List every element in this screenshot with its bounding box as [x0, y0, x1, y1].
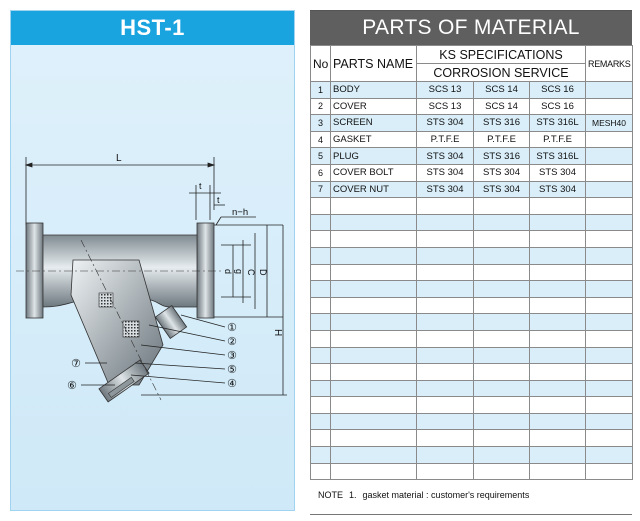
dim-t	[189, 185, 225, 220]
cell-spec-1	[417, 380, 474, 397]
cell-spec-3	[530, 447, 586, 464]
cell-spec-3: STS 304	[530, 181, 586, 198]
cell-remarks	[586, 364, 633, 381]
header-parts-name: PARTS NAME	[331, 46, 417, 82]
strainer-drawing	[11, 45, 296, 512]
cell-no	[311, 264, 331, 281]
cell-remarks	[586, 447, 633, 464]
cell-spec-3	[530, 380, 586, 397]
cell-no	[311, 214, 331, 231]
cell-no	[311, 347, 331, 364]
cell-remarks: MESH40	[586, 115, 633, 132]
cell-spec-1	[417, 247, 474, 264]
empty-row	[311, 198, 633, 215]
parts-title: PARTS OF MATERIAL	[310, 11, 632, 45]
cell-spec-3	[530, 463, 586, 480]
callout-2: ②	[227, 335, 237, 348]
cell-spec-1	[417, 314, 474, 331]
cell-remarks	[586, 247, 633, 264]
cell-no	[311, 463, 331, 480]
cell-spec-1	[417, 198, 474, 215]
cell-spec-2: STS 304	[474, 181, 530, 198]
cell-remarks	[586, 82, 633, 99]
cell-spec-2	[474, 430, 530, 447]
cell-spec-2: P.T.F.E	[474, 131, 530, 148]
cell-spec-1	[417, 364, 474, 381]
cell-spec-1	[417, 413, 474, 430]
cell-spec-3	[530, 198, 586, 215]
cell-spec-1	[417, 347, 474, 364]
cell-spec-2	[474, 463, 530, 480]
cell-remarks	[586, 463, 633, 480]
empty-row	[311, 380, 633, 397]
cell-spec-2	[474, 297, 530, 314]
cell-remarks	[586, 181, 633, 198]
cell-remarks	[586, 198, 633, 215]
cell-no: 4	[311, 131, 331, 148]
table-row	[311, 98, 633, 115]
cell-no	[311, 297, 331, 314]
empty-row	[311, 330, 633, 347]
cell-name	[331, 281, 417, 298]
cell-spec-1	[417, 231, 474, 248]
callout-6: ⑥	[67, 379, 77, 392]
cell-remarks	[586, 264, 633, 281]
cell-spec-3: P.T.F.E	[530, 131, 586, 148]
cell-name	[331, 397, 417, 414]
cell-no: 2	[311, 98, 331, 115]
dim-d-label: d	[223, 269, 233, 275]
cell-name	[331, 297, 417, 314]
empty-row	[311, 397, 633, 414]
cell-name	[331, 463, 417, 480]
cell-spec-2: STS 316	[474, 115, 530, 132]
cell-spec-1	[417, 447, 474, 464]
cell-no: 1	[311, 82, 331, 99]
cell-spec-3	[530, 347, 586, 364]
cell-no: 6	[311, 164, 331, 181]
right-flange	[197, 223, 214, 318]
cell-no: 7	[311, 181, 331, 198]
empty-row	[311, 247, 633, 264]
cell-name	[331, 430, 417, 447]
table-row	[311, 148, 633, 165]
table-row	[311, 131, 633, 148]
drawing-panel	[10, 10, 295, 511]
cell-name	[331, 330, 417, 347]
cell-remarks	[586, 347, 633, 364]
table-row	[311, 181, 633, 198]
callout-3: ③	[227, 349, 237, 362]
header-ks-spec: KS SPECIFICATIONS	[417, 46, 586, 64]
cell-spec-2	[474, 380, 530, 397]
table-row	[311, 164, 633, 181]
cell-spec-3	[530, 231, 586, 248]
cell-spec-2	[474, 198, 530, 215]
dim-L	[26, 157, 214, 225]
cell-spec-3: STS 304	[530, 164, 586, 181]
cell-spec-3	[530, 297, 586, 314]
cell-name	[331, 231, 417, 248]
cell-spec-3	[530, 397, 586, 414]
dim-t-label: t	[199, 181, 202, 191]
cell-no	[311, 330, 331, 347]
empty-row	[311, 413, 633, 430]
cell-spec-2	[474, 264, 530, 281]
cell-spec-1: SCS 13	[417, 98, 474, 115]
cell-spec-2: SCS 14	[474, 82, 530, 99]
cell-name	[331, 198, 417, 215]
note-index: 1.	[349, 490, 357, 501]
parts-panel	[310, 10, 632, 511]
cell-name: GASKET	[331, 131, 417, 148]
parts-rows	[311, 82, 633, 480]
empty-row	[311, 463, 633, 480]
cell-spec-2	[474, 347, 530, 364]
cell-remarks	[586, 380, 633, 397]
empty-row	[311, 347, 633, 364]
cell-name	[331, 347, 417, 364]
cell-no	[311, 430, 331, 447]
callout-5: ⑤	[227, 363, 237, 376]
cell-spec-1	[417, 430, 474, 447]
cell-spec-1: SCS 13	[417, 82, 474, 99]
cell-spec-2	[474, 214, 530, 231]
header-no: No	[311, 46, 331, 82]
cell-name	[331, 447, 417, 464]
cell-spec-1	[417, 264, 474, 281]
cell-remarks	[586, 148, 633, 165]
parts-table	[310, 45, 633, 480]
model-title: HST-1	[11, 11, 294, 45]
cell-no	[311, 314, 331, 331]
cell-name	[331, 264, 417, 281]
cell-spec-1	[417, 281, 474, 298]
empty-row	[311, 297, 633, 314]
cell-name	[331, 413, 417, 430]
cell-spec-2	[474, 281, 530, 298]
cell-remarks	[586, 330, 633, 347]
note-label: NOTE	[318, 490, 344, 501]
cell-spec-2	[474, 247, 530, 264]
cell-name: BODY	[331, 82, 417, 99]
empty-row	[311, 214, 633, 231]
cell-remarks	[586, 430, 633, 447]
cell-no	[311, 198, 331, 215]
cell-spec-1: STS 304	[417, 115, 474, 132]
cell-name	[331, 214, 417, 231]
cell-remarks	[586, 131, 633, 148]
cell-spec-1	[417, 463, 474, 480]
cell-spec-1: STS 304	[417, 148, 474, 165]
cell-spec-1: STS 304	[417, 164, 474, 181]
callout-7: ⑦	[71, 357, 81, 370]
cell-no	[311, 397, 331, 414]
cell-spec-2: SCS 14	[474, 98, 530, 115]
empty-row	[311, 447, 633, 464]
cell-no	[311, 413, 331, 430]
cell-spec-3: SCS 16	[530, 82, 586, 99]
cell-spec-3	[530, 364, 586, 381]
cell-no	[311, 231, 331, 248]
cell-remarks	[586, 231, 633, 248]
cell-name: SCREEN	[331, 115, 417, 132]
cell-spec-1: P.T.F.E	[417, 131, 474, 148]
cell-remarks	[586, 214, 633, 231]
cell-name: COVER	[331, 98, 417, 115]
cell-no: 5	[311, 148, 331, 165]
cell-name	[331, 380, 417, 397]
note	[310, 480, 632, 515]
cell-spec-3	[530, 413, 586, 430]
dim-L-label: L	[116, 153, 122, 164]
cell-name: COVER NUT	[331, 181, 417, 198]
cell-spec-1	[417, 397, 474, 414]
cell-no	[311, 447, 331, 464]
empty-row	[311, 281, 633, 298]
cell-spec-3	[530, 330, 586, 347]
cell-spec-3	[530, 214, 586, 231]
empty-row	[311, 430, 633, 447]
table-row	[311, 82, 633, 99]
cell-spec-3	[530, 264, 586, 281]
cell-remarks	[586, 281, 633, 298]
cell-remarks	[586, 297, 633, 314]
cell-remarks	[586, 413, 633, 430]
cell-name	[331, 247, 417, 264]
cell-name	[331, 364, 417, 381]
cell-spec-2: STS 304	[474, 164, 530, 181]
dim-g-label: g	[234, 269, 244, 275]
dim-H-label: H	[272, 329, 283, 337]
cell-spec-3	[530, 314, 586, 331]
cell-spec-3	[530, 430, 586, 447]
header-remarks: REMARKS	[586, 46, 633, 82]
cell-spec-3: STS 316L	[530, 148, 586, 165]
dim-nh-label: n−h	[232, 207, 249, 218]
cell-spec-1	[417, 297, 474, 314]
cell-no: 3	[311, 115, 331, 132]
cell-spec-2	[474, 231, 530, 248]
header-corrosion: CORROSION SERVICE	[417, 64, 586, 82]
cell-no	[311, 364, 331, 381]
cell-spec-2	[474, 330, 530, 347]
cell-remarks	[586, 164, 633, 181]
callout-1: ①	[227, 321, 237, 334]
table-row	[311, 115, 633, 132]
note-text: gasket material : customer's requirements	[362, 490, 530, 501]
cell-spec-1: STS 304	[417, 181, 474, 198]
cell-spec-2	[474, 364, 530, 381]
cell-spec-3	[530, 281, 586, 298]
empty-row	[311, 364, 633, 381]
cell-spec-2: STS 316	[474, 148, 530, 165]
cell-no	[311, 247, 331, 264]
cell-spec-3: SCS 16	[530, 98, 586, 115]
cell-spec-2	[474, 314, 530, 331]
empty-row	[311, 264, 633, 281]
cell-spec-3: STS 316L	[530, 115, 586, 132]
cell-spec-2	[474, 413, 530, 430]
callout-4: ④	[227, 377, 237, 390]
left-flange	[26, 223, 43, 318]
cell-remarks	[586, 397, 633, 414]
cell-remarks	[586, 314, 633, 331]
empty-row	[311, 314, 633, 331]
empty-row	[311, 231, 633, 248]
cell-spec-1	[417, 330, 474, 347]
cell-remarks	[586, 98, 633, 115]
cell-spec-2	[474, 397, 530, 414]
dim-D-label: D	[258, 269, 268, 276]
cell-spec-2	[474, 447, 530, 464]
cell-no	[311, 380, 331, 397]
cell-no	[311, 281, 331, 298]
cell-name: PLUG	[331, 148, 417, 165]
cell-name: COVER BOLT	[331, 164, 417, 181]
cell-spec-1	[417, 214, 474, 231]
cell-name	[331, 314, 417, 331]
cell-spec-3	[530, 247, 586, 264]
dim-t2-label: t	[217, 195, 220, 205]
dim-C-label: C	[246, 269, 256, 276]
